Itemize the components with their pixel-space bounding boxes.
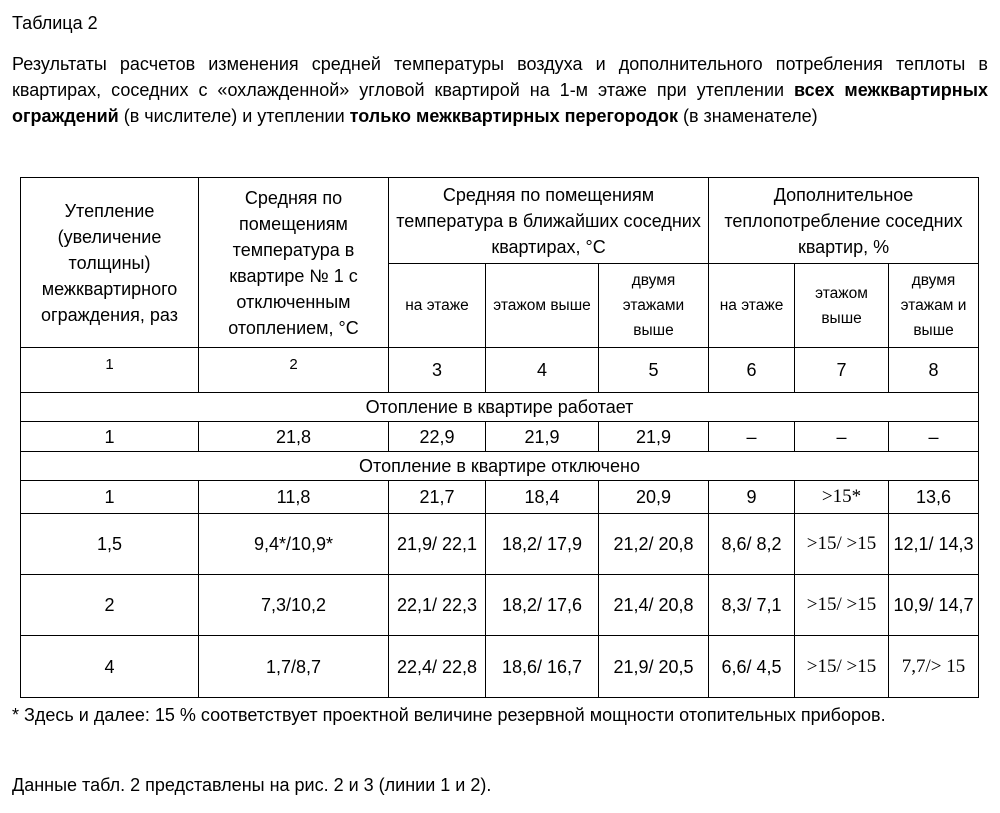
table-row — [21, 422, 979, 452]
closing-note: Данные табл. 2 представлены на рис. 2 и 3 (линии 1 и 2). — [12, 775, 492, 795]
table-cell: 22,4/ 22,8 — [389, 636, 486, 698]
description-text-3: (в знаменателе) — [677, 106, 818, 126]
table-cell: 18,2/ 17,9 — [486, 514, 599, 575]
table-cell: 21,4/ 20,8 — [599, 575, 709, 636]
column-number: 7 — [795, 348, 889, 393]
subheader-temp-same-floor: на этаже — [389, 264, 486, 348]
table-cell: 8,3/ 7,1 — [709, 575, 795, 636]
table-row — [21, 636, 979, 698]
table-cell: 21,8 — [199, 422, 389, 452]
table-description — [12, 51, 988, 129]
table-cell: 1,7/8,7 — [199, 636, 389, 698]
table-cell: 7,7/> 15 — [889, 636, 979, 698]
table-cell: 10,9/ 14,7 — [889, 575, 979, 636]
table-cell: 18,4 — [486, 481, 599, 514]
column-number: 1 — [21, 348, 199, 393]
column-number: 3 — [389, 348, 486, 393]
table-cell: >15* — [795, 481, 889, 514]
table-cell: 18,6/ 16,7 — [486, 636, 599, 698]
section-heating-off: Отопление в квартире отключено — [21, 452, 979, 481]
footnote: * Здесь и далее: 15 % соответствует проектной величине резервной мощности отопительных приборов. — [12, 705, 886, 725]
table-cell: >15/ >15 — [795, 636, 889, 698]
table-cell: – — [795, 422, 889, 452]
table-cell: 18,2/ 17,6 — [486, 575, 599, 636]
table-cell: 2 — [21, 575, 199, 636]
header-insulation: Утепление (увеличение толщины) межквартирного ограждения, раз — [21, 178, 199, 348]
table-cell: 7,3/10,2 — [199, 575, 389, 636]
table-cell: 21,7 — [389, 481, 486, 514]
subheader-temp-floor-above: этажом выше — [486, 264, 599, 348]
description-bold-2: только межквартирных перегородок — [349, 106, 678, 126]
table-cell: 1 — [21, 481, 199, 514]
header-extra-heat: Дополнительное теплопотребление соседних квартир, % — [709, 178, 979, 264]
column-number: 6 — [709, 348, 795, 393]
table-cell: >15/ >15 — [795, 514, 889, 575]
column-number: 5 — [599, 348, 709, 393]
table-cell: 20,9 — [599, 481, 709, 514]
subheader-heat-two-floors-above: двумя этажам и выше — [889, 264, 979, 348]
table-row — [21, 514, 979, 575]
column-number: 4 — [486, 348, 599, 393]
table-cell: – — [889, 422, 979, 452]
description-text-1: Результаты расчетов изменения средней температуры воздуха и дополнительного потребления теплоты в квартирах, соседних с «охлажденной» угловой квартирой на 1-м этаже при утеплении — [12, 54, 988, 100]
header-temp-neighbors: Средняя по помещениям температура в ближайших соседних квартирах, °С — [389, 178, 709, 264]
table-cell: 8,6/ 8,2 — [709, 514, 795, 575]
subheader-heat-same-floor: на этаже — [709, 264, 795, 348]
column-number: 2 — [199, 348, 389, 393]
table-cell: 21,9/ 20,5 — [599, 636, 709, 698]
table-cell: 1 — [21, 422, 199, 452]
section-heating-on: Отопление в квартире работает — [21, 393, 979, 422]
table-cell: 13,6 — [889, 481, 979, 514]
table-cell: 21,2/ 20,8 — [599, 514, 709, 575]
description-bold-1: всех межквартирных ограждений — [12, 80, 989, 126]
table-cell: – — [709, 422, 795, 452]
table-cell: 1,5 — [21, 514, 199, 575]
table-row — [21, 481, 979, 514]
header-temp-apartment-1: Средняя по помещениям температура в квартире № 1 с отключенным отоплением, °С — [199, 178, 389, 348]
table-caption: Таблица 2 — [12, 13, 98, 33]
table-cell: 21,9/ 22,1 — [389, 514, 486, 575]
column-number: 8 — [889, 348, 979, 393]
table-cell: 6,6/ 4,5 — [709, 636, 795, 698]
table-cell: 9 — [709, 481, 795, 514]
description-text-2: (в числителе) и утеплении — [118, 106, 350, 126]
table-cell: 22,9 — [389, 422, 486, 452]
table-cell: 12,1/ 14,3 — [889, 514, 979, 575]
table-row — [21, 575, 979, 636]
table-cell: 21,9 — [486, 422, 599, 452]
results-table — [20, 177, 979, 698]
table-cell: >15/ >15 — [795, 575, 889, 636]
table-cell: 21,9 — [599, 422, 709, 452]
table-cell: 4 — [21, 636, 199, 698]
subheader-temp-two-floors-above: двумя этажами выше — [599, 264, 709, 348]
table-cell: 22,1/ 22,3 — [389, 575, 486, 636]
column-number-row — [21, 348, 979, 393]
table-cell: 9,4*/10,9* — [199, 514, 389, 575]
table-cell: 11,8 — [199, 481, 389, 514]
subheader-heat-floor-above: этажом выше — [795, 264, 889, 348]
